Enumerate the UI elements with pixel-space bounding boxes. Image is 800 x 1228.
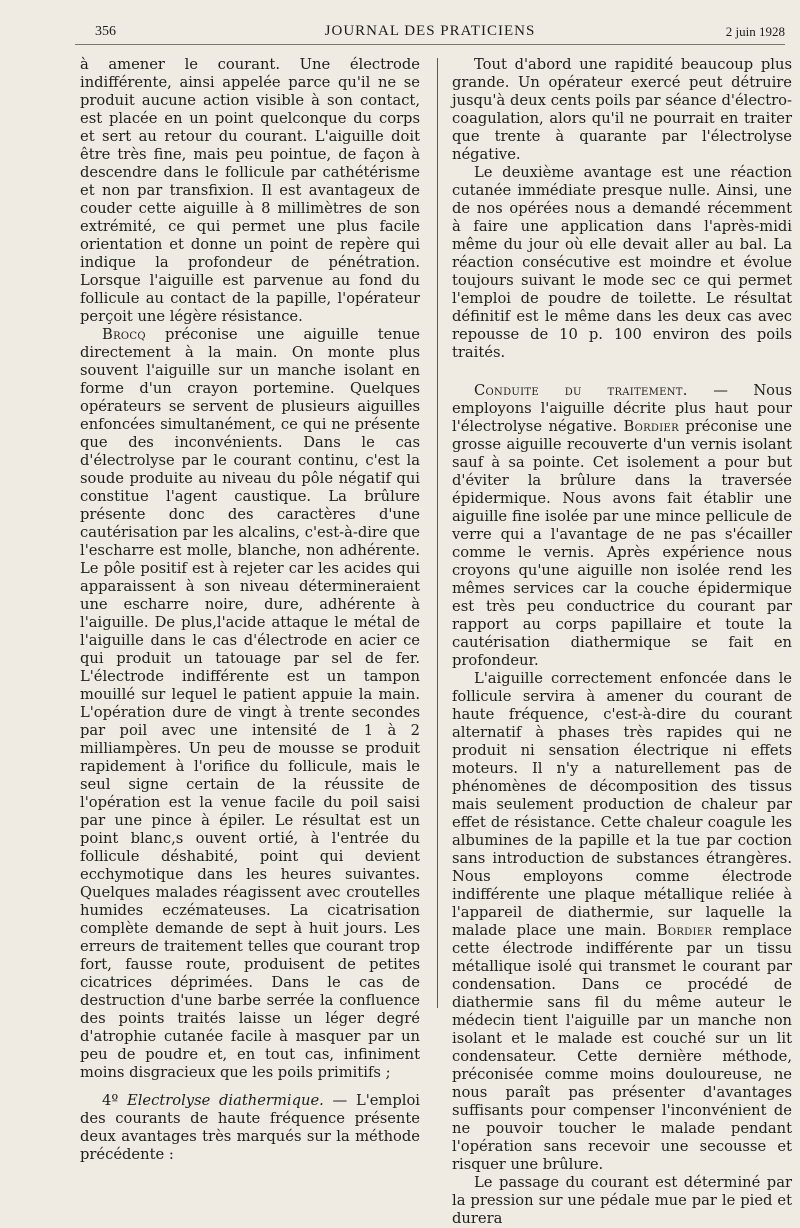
- page-number: 356: [95, 24, 116, 39]
- right-paragraph-4-text-a: L'aiguille correctement enfoncée dans le follicule servira à amener du courant de haute fréquence, c'est-à-dire du courant alternatif à phases très rapides qui ne produit ni sensation électrique ni effets moteurs. Il n'y a naturellement pas de phénomènes de décomposition des tissus mais seulement production de chaleur par effet de résistance. Cette chaleur coagule les albumines de la papille et la tue par coction sans introduction de substances étrangères. Nous employons comme électrode indifférente une plaque métallique reliée à l'appareil de diathermie, sur laquelle la malade place une main.: [452, 670, 792, 939]
- right-paragraph-5: Le passage du courant est déterminé par la pression sur une pédale mue par le pied et durera: [452, 1174, 792, 1227]
- right-paragraph-2: Le deuxième avantage est une réaction cutanée immédiate presque nulle. Ainsi, une de nos opérées nous a demandé récemment à faire une application dans l'après-midi même du jour où elle devait aller au bal. La réaction consécutive est moindre et évolue toujours suivant le mode sec ce qui permet l'emploi de poudre de toilette. Le résultat définitif est le même dans les deux cas avec repousse de 10 p. 100 environ des poils traités.: [452, 164, 792, 361]
- section-title-electrolyse-diathermique: Electrolyse diathermique.: [126, 1092, 324, 1109]
- left-paragraph-3: [80, 1092, 420, 1164]
- page-header: [75, 22, 785, 45]
- issue-date: 2 juin 1928: [725, 24, 785, 39]
- column-divider: [437, 58, 438, 1008]
- author-name-brocq: Brocq: [102, 326, 146, 343]
- left-column: [80, 56, 420, 1164]
- left-paragraph-2-text: préconise une aiguille tenue directement à la main. On monte plus souvent l'aiguille sur un manche isolant en forme d'un crayon portemine. Quelques opérateurs se servent de plusieurs aiguilles enfoncées simultanément, ce qui ne présente que des inconvénients. Dans le cas d'électrolyse par le courant continu, c'est la soude produite au niveau du pôle négatif qui constitue l'agent caustique. La brûlure présente donc des caractères d'une cautérisation par les alcalins, c'est-à-dire que l'escharre est molle, blanche, non adhérente. Le pôle positif est à rejeter car les acides qui apparaissent à son niveau détermineraient une escharre noire, dure, adhérente à l'aiguille. De plus,l'acide attaque le métal de l'aiguille dans le cas d'électrode en acier ce qui produit un tatouage par sel de fer. L'électrode indifférente est un tampon mouillé sur lequel le patient appuie la main. L'opération dure de vingt à trente secondes par poil avec une intensité de 1 à 2 milliampères. Un peu de mousse se produit rapidement à l'orifice du follicule, mais le seul signe certain de la réussite de l'opération est la venue facile du poil saisi par une pince à épiler. Le résultat est un point blanc,s ouvent ortié, à l'entrée du follicule déshabité, point qui devient ecchymotique dans les heures suivantes. Quelques malades réagissent avec croutelles humides eczémateuses. La cicatrisation complète demande de sept à huit jours. Les erreurs de traitement telles que courant trop fort, fausse route, produisent de petites cicatrices déprimées. Dans le cas de destruction d'une barbe serrée la confluence des points traités laisse un léger degré d'atrophie cutanée facile à masquer par un peu de poudre et, en tout cas, infiniment moins disgracieux que les poils primitifs ;: [80, 326, 420, 1081]
- right-column: [452, 56, 792, 1228]
- left-paragraph-3-text: — L'emploi des courants de haute fréquence présente deux avantages très marqués sur la méthode précédente :: [80, 1092, 420, 1163]
- journal-title: JOURNAL DES PRATICIENS: [324, 23, 536, 39]
- right-paragraph-4: [452, 670, 792, 1174]
- left-paragraph-1: à amener le courant. Une électrode indifférente, ainsi appelée parce qu'il ne se produit aucune action visible à son contact, est placée en un point quelconque du corps et sert au retour du courant. L'aiguille doit être très fine, mais peu pointue, de façon à descendre dans le follicule par cathétérisme et non par transfixion. Il est avantageux de couder cette aiguille à 8 millimètres de son extrémité, ce qui permet une plus facile orientation et donne un point de repère qui indique la profondeur de pénétration. Lorsque l'aiguille est parvenue au fond du follicule au contact de la papille, l'opérateur perçoit une légère résistance.: [80, 56, 420, 325]
- left-paragraph-2: [80, 326, 420, 1082]
- right-paragraph-3-text-a: — Nous employons l'aiguille décrite plus haut pour l'électrolyse négative.: [452, 382, 793, 435]
- author-name-bordier-2: Bordier: [656, 922, 713, 939]
- author-name-bordier: Bordier: [623, 418, 679, 435]
- section-number: 4º: [102, 1092, 127, 1109]
- section-heading-conduite: Conduite du traitement.: [474, 382, 688, 399]
- right-paragraph-4-text-b: remplace cette électrode indifférente par un tissu métallique isolé qui transmet le courant par condensation. Dans ce procédé de diathermie sans fil du même auteur le médecin tient l'aiguille par un manche non isolant et le malade est couché sur un lit condensateur. Cette dernière méthode, préconisée comme moins douloureuse, ne nous paraît pas présenter d'avantages suffisants pour compenser l'inconvénient de ne pouvoir toucher le malade pendant l'opération sans recevoir une secousse et risquer une brûlure.: [452, 922, 792, 1173]
- right-paragraph-3: [452, 382, 792, 670]
- right-paragraph-3-text-b: préconise une grosse aiguille recouverte d'un vernis isolant sauf à sa pointe. Cet isolement a pour but d'éviter la brûlure dans la traversée épidermique. Nous avons fait établir une aiguille fine isolée par une mince pellicule de verre qui a l'avantage de ne pas s'écailler comme le vernis. Après expérience nous croyons qu'une aiguille non isolée rend les mêmes services car la couche épidermique est très peu conductrice du courant par rapport au corps papillaire et toute la cautérisation diathermique se fait en profondeur.: [452, 418, 792, 669]
- right-paragraph-1: Tout d'abord une rapidité beaucoup plus grande. Un opérateur exercé peut détruire jusqu'à deux cents poils par séance d'électro-coagulation, alors qu'il ne pourrait en traiter que trente à quarante par l'électrolyse négative.: [452, 56, 792, 163]
